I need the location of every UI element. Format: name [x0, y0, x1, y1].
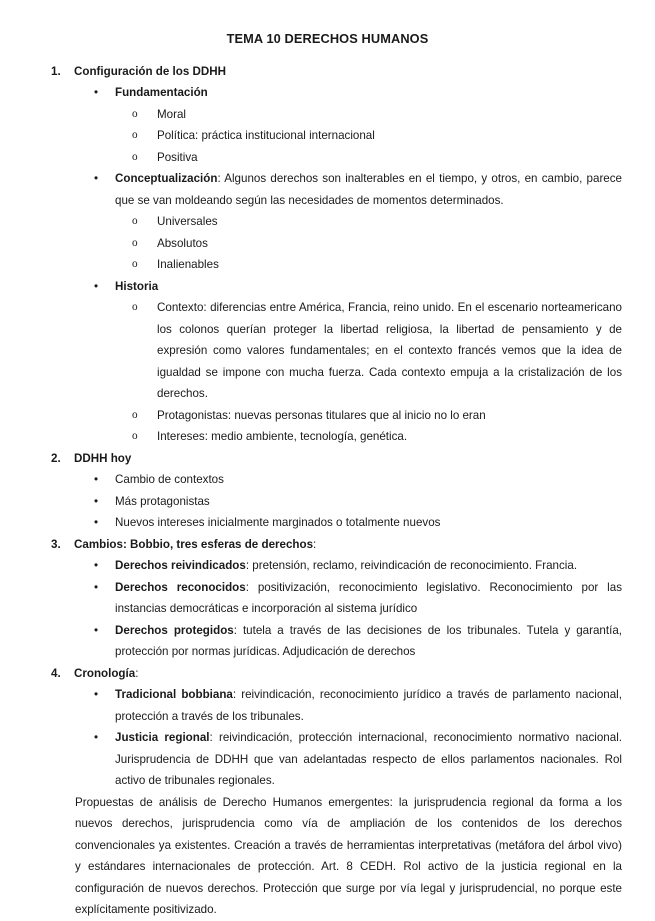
sub-bullet-list-item: [115, 147, 655, 169]
sub-bullet-text: Política: práctica institucional internacional: [157, 129, 375, 143]
sub-bullet-text: Moral: [157, 107, 186, 121]
bullet-lead-in: Conceptualización: [115, 172, 218, 186]
sub-bullet-list: [115, 297, 655, 448]
outline-section: [0, 61, 655, 448]
closing-paragraph: Propuestas de análisis de Derecho Humanos emergentes: la jurisprudencia regional da forma a los nuevos derechos, jurisprudencia como vía de ampliación de los contenidos de los derechos convencionales ya existentes. Creación a través de herramientas interpretativas (metáfora del árbol vivo) y estándares internacionales de protección. Art. 8 CEDH. Rol activo de la justicia regional en la configuración de nuevos derechos. Protección que surge por vía legal y jurisprudencial, no porque este explícitamente positivizado.: [75, 795, 622, 917]
bullet-marker-icon: •: [94, 623, 99, 637]
bullet-body: : pretensión, reclamo, reivindicación de reconocimiento. Francia.: [245, 559, 578, 573]
circle-marker-icon: o: [132, 408, 138, 421]
section-number-marker: 1.: [51, 64, 61, 78]
bullet-lead-in: Derechos protegidos: [115, 623, 234, 637]
circle-marker-icon: o: [132, 150, 138, 163]
bullet-marker-icon: •: [94, 688, 99, 702]
bullet-list-item: [74, 555, 655, 577]
bullet-text: [115, 491, 655, 513]
sub-bullet-list-item: [115, 211, 655, 233]
sub-bullet-list-item: [115, 254, 655, 276]
sub-bullet-text: Absolutos: [157, 236, 208, 250]
bullet-marker-icon: •: [94, 473, 99, 487]
bullet-text: [115, 168, 655, 211]
sub-bullet-list-item: [115, 233, 655, 255]
section-heading-text: Cronología: [74, 666, 136, 680]
section-heading-suffix: :: [135, 666, 139, 680]
bullet-lead-in: Fundamentación: [115, 86, 208, 100]
bullet-marker-icon: •: [94, 559, 99, 573]
outline-section: [0, 448, 655, 534]
section-heading: [74, 448, 655, 470]
sub-bullet-list-item: [115, 125, 655, 147]
bullet-body: : reivindicación, protección internacional, reconocimiento normativo nacional. Jurisprudencia de DDHH que van adelantadas respecto de ellos parlamentos nacionales. Rol activo de tribunales regionales.: [115, 731, 622, 788]
bullet-lead-in: Justicia regional: [115, 731, 210, 745]
bullet-body: : Algunos derechos son inalterables en el tiempo, y otros, en cambio, parece que se van moldeando según las necesidades de momentos determinados.: [115, 172, 622, 207]
bullet-marker-icon: •: [94, 731, 99, 745]
circle-marker-icon: o: [132, 258, 138, 271]
bullet-text: [115, 512, 655, 534]
section-heading-text: DDHH hoy: [74, 451, 132, 465]
bullet-text: [115, 620, 655, 663]
bullet-list-item: [74, 168, 655, 276]
bullet-body: Cambio de contextos: [115, 473, 224, 487]
bullet-marker-icon: •: [94, 279, 99, 293]
section-number-marker: 4.: [51, 666, 61, 680]
bullet-text: [115, 276, 655, 298]
section-number-marker: 2.: [51, 451, 61, 465]
bullet-text: [115, 684, 655, 727]
document-outline: [0, 61, 655, 792]
bullet-lead-in: Tradicional bobbiana: [115, 688, 233, 702]
bullet-list-item: [74, 491, 655, 513]
sub-bullet-list: [115, 211, 655, 276]
circle-marker-icon: o: [132, 430, 138, 443]
bullet-text: [115, 727, 655, 792]
sub-bullet-list-item: [115, 405, 655, 427]
bullet-marker-icon: •: [94, 86, 99, 100]
section-number-marker: 3.: [51, 537, 61, 551]
outline-section: [0, 534, 655, 663]
sub-bullet-text: Positiva: [157, 150, 198, 164]
circle-marker-icon: o: [132, 215, 138, 228]
bullet-list-item: [74, 727, 655, 792]
bullet-list: [74, 684, 655, 792]
circle-marker-icon: o: [132, 236, 138, 249]
bullet-body: : positivización, reconocimiento legislativo. Reconocimiento por las instancias democráticas e incorporación al sistema jurídico: [115, 580, 622, 616]
bullet-marker-icon: •: [94, 516, 99, 530]
bullet-text: [115, 469, 655, 491]
bullet-marker-icon: •: [94, 580, 99, 594]
section-heading-text: Cambios: Bobbio, tres esferas de derechos: [74, 537, 314, 551]
bullet-body: Nuevos intereses inicialmente marginados o totalmente nuevos: [115, 516, 441, 530]
sub-bullet-list-item: [115, 297, 655, 405]
section-heading: [74, 61, 655, 83]
sub-bullet-list-item: [115, 426, 655, 448]
bullet-lead-in: Historia: [115, 279, 159, 293]
document-page: [0, 31, 655, 917]
bullet-text: [115, 82, 655, 104]
sub-bullet-text: Intereses: medio ambiente, tecnología, genética.: [157, 430, 408, 444]
sub-bullet-list-item: [115, 104, 655, 126]
bullet-body: : tutela a través de las decisiones de los tribunales. Tutela y garantía, protección por normas jurídicas. Adjudicación de derechos: [115, 623, 622, 659]
bullet-list-item: [74, 82, 655, 168]
bullet-list-item: [74, 469, 655, 491]
section-heading-suffix: :: [313, 537, 317, 551]
bullet-lead-in: Derechos reivindicados: [115, 559, 246, 573]
sub-bullet-text: Inalienables: [157, 258, 219, 272]
bullet-list: [74, 82, 655, 448]
bullet-list-item: [74, 684, 655, 727]
bullet-list-item: [74, 577, 655, 620]
sub-bullet-text: Contexto: diferencias entre América, Francia, reino unido. En el escenario norteamericano los colonos querían proteger la libertad religiosa, la libertad de pensamiento y de expresión como valores fundamentales; en el contexto francés vemos que la idea de igualdad se impone con mucha fuerza. Cada contexto empuja a la cristalización de los derechos.: [157, 301, 622, 401]
bullet-marker-icon: •: [94, 494, 99, 508]
page-title: TEMA 10 DERECHOS HUMANOS: [226, 31, 429, 46]
bullet-lead-in: Derechos reconocidos: [115, 580, 246, 594]
circle-marker-icon: o: [132, 301, 138, 314]
sub-bullet-text: Protagonistas: nuevas personas titulares que al inicio no lo eran: [157, 408, 486, 422]
section-heading-text: Configuración de los DDHH: [74, 64, 227, 78]
bullet-marker-icon: •: [94, 172, 99, 186]
bullet-list-item: [74, 620, 655, 663]
outline-section: [0, 663, 655, 792]
sub-bullet-list: [115, 104, 655, 169]
circle-marker-icon: o: [132, 107, 138, 120]
section-heading: [74, 663, 655, 685]
bullet-list-item: [74, 512, 655, 534]
circle-marker-icon: o: [132, 129, 138, 142]
bullet-body: : reivindicación, reconocimiento jurídico a través de parlamento nacional, protección a través de los tribunales.: [115, 688, 622, 723]
sub-bullet-text: Universales: [157, 215, 218, 229]
bullet-text: [115, 577, 655, 620]
bullet-list-item: [74, 276, 655, 448]
section-heading: [74, 534, 655, 556]
bullet-list: [74, 555, 655, 663]
bullet-body: Más protagonistas: [115, 494, 210, 508]
bullet-list: [74, 469, 655, 534]
bullet-text: [115, 555, 655, 577]
